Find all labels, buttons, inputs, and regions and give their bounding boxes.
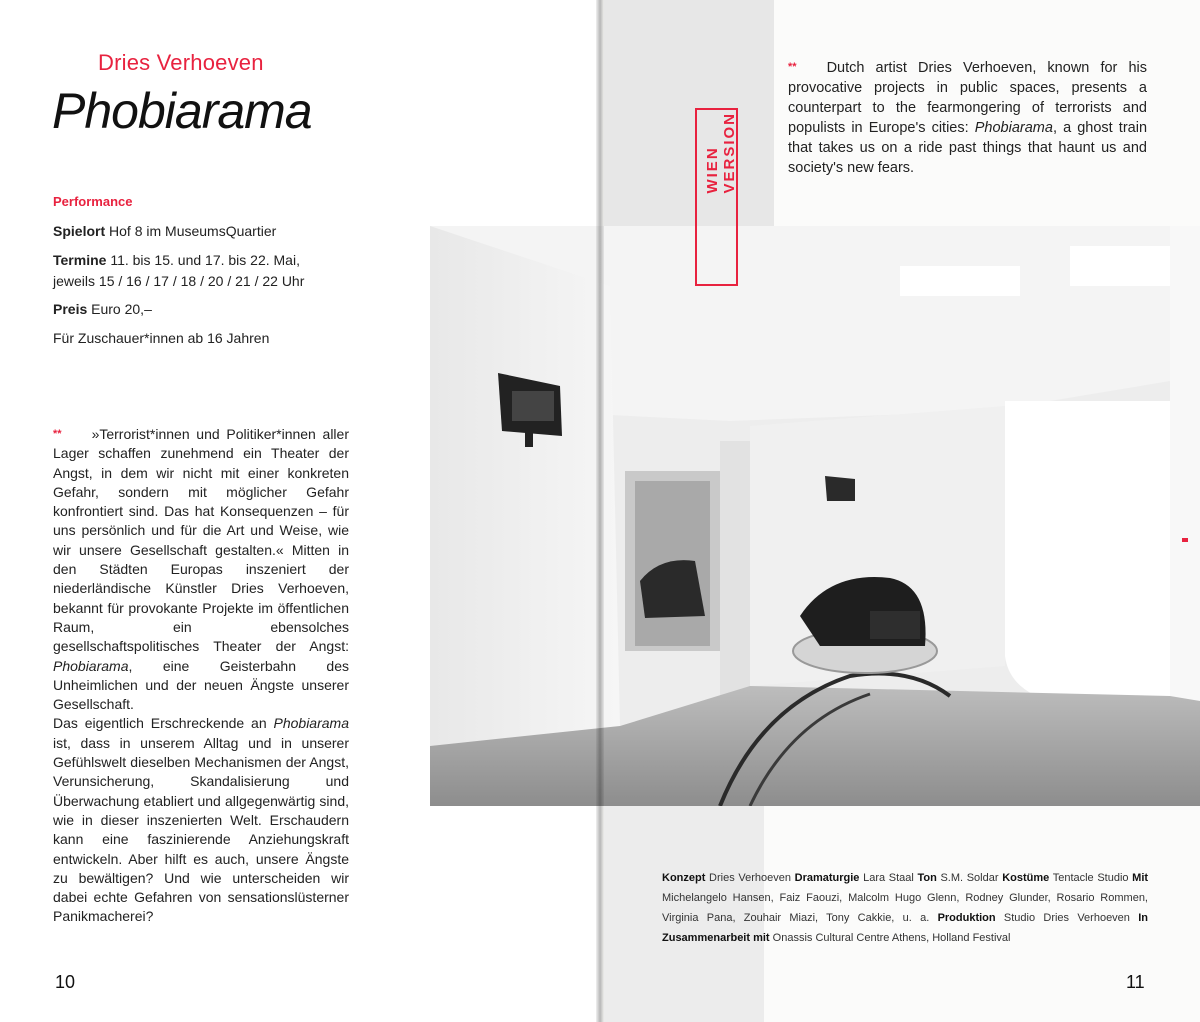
asterisk-mark-en: ** (788, 61, 797, 73)
german-paragraph-2: Das eigentlich Erschreckende an Phobiarama ist, dass in unserem Alltag und in unserer Gefühlswelt dieselben Mechanismen der Angst, Verunsicherung, Skandalisierung und Überwachung etabliert und allgegenwärtig sind, wie in dieser inszenierten Welt. Erschaudern kann eine faszinierende Anziehungskraft entwickeln. Aber hilft es auch, unsere Ängste zu bewältigen? Und wie unterscheiden wir dabei echte Gefahren von sensationslüsterner Panikmacherei? (53, 715, 349, 925)
genre-label: Performance (53, 194, 133, 209)
page-number-right: 11 (1126, 972, 1145, 992)
author-name: Dries Verhoeven (98, 50, 264, 75)
asterisk-mark: ** (53, 428, 62, 440)
background-band-top (604, 0, 774, 226)
performance-photo (430, 226, 1200, 806)
price-line (53, 299, 373, 320)
dates-label: Termine (53, 252, 107, 268)
dates-block (53, 250, 373, 292)
page-title: Phobiarama (52, 83, 312, 139)
english-description: ** Dutch artist Dries Verhoeven, known for his provocative projects in public spaces, presents a counterpart to the fearmongering of terrorists and populists in Europe's cities: Phobiarama, a ghost train that takes us on a ride past things that haunt us and society's new fears. (788, 60, 1148, 176)
book-gutter (596, 0, 604, 1022)
dates-line-1: 11. bis 15. und 17. bis 22. Mai, (110, 252, 300, 268)
wien-version-label: WIEN VERSION (704, 112, 738, 194)
price-label: Preis (53, 301, 88, 317)
venue-label: Spielort (53, 223, 106, 239)
credits-block: Konzept Dries Verhoeven Dramaturgie Lara Staal Ton S.M. Soldar Kostüme Tentacle Studio Mit Michelangelo Hansen, Faiz Faouzi, Malcolm Hugo Glenn, Rodney Glunder, Rosario Rommen, Virginia Pana, Zouhair Miazi, Tony Cakkie, u. a. Produktion Studio Dries Verhoeven In Zusammenarbeit mit Onassis Cultural Centre Athens, Holland Festival (662, 872, 1149, 944)
page-number-left: 10 (55, 972, 76, 992)
german-paragraph-1: ** »Terrorist*innen und Politiker*innen aller Lager schaffen zunehmend ein Theater der Angst, in dem wir nicht mit einer konkreten Gefahr, sondern mit möglicher Gefahr konfrontiert sind. Das hat Konsequenzen – für uns persönlich und für die Art und Weise, wie wir unsere Gesellschaft gestalten.« Mitten in den Städten Europas inszeniert der niederländische Künstler Dries Verhoeven, bekannt für provokante Projekte im öffentlichen Raum, ein ebensolches gesellschaftspolitisches Theater der Angst: Phobiarama, eine Geisterbahn des Unheimlichen und der neuen Ängste unserer Gesellschaft. (53, 426, 349, 713)
venue-line (53, 221, 373, 242)
venue-value: Hof 8 im MuseumsQuartier (109, 223, 277, 239)
german-description (53, 425, 349, 927)
dates-line-2: jeweils 15 / 16 / 17 / 18 / 20 / 21 / 22 Uhr (53, 273, 305, 289)
age-note: Für Zuschauer*innen ab 16 Jahren (53, 330, 270, 346)
price-value: Euro 20,– (91, 301, 152, 317)
